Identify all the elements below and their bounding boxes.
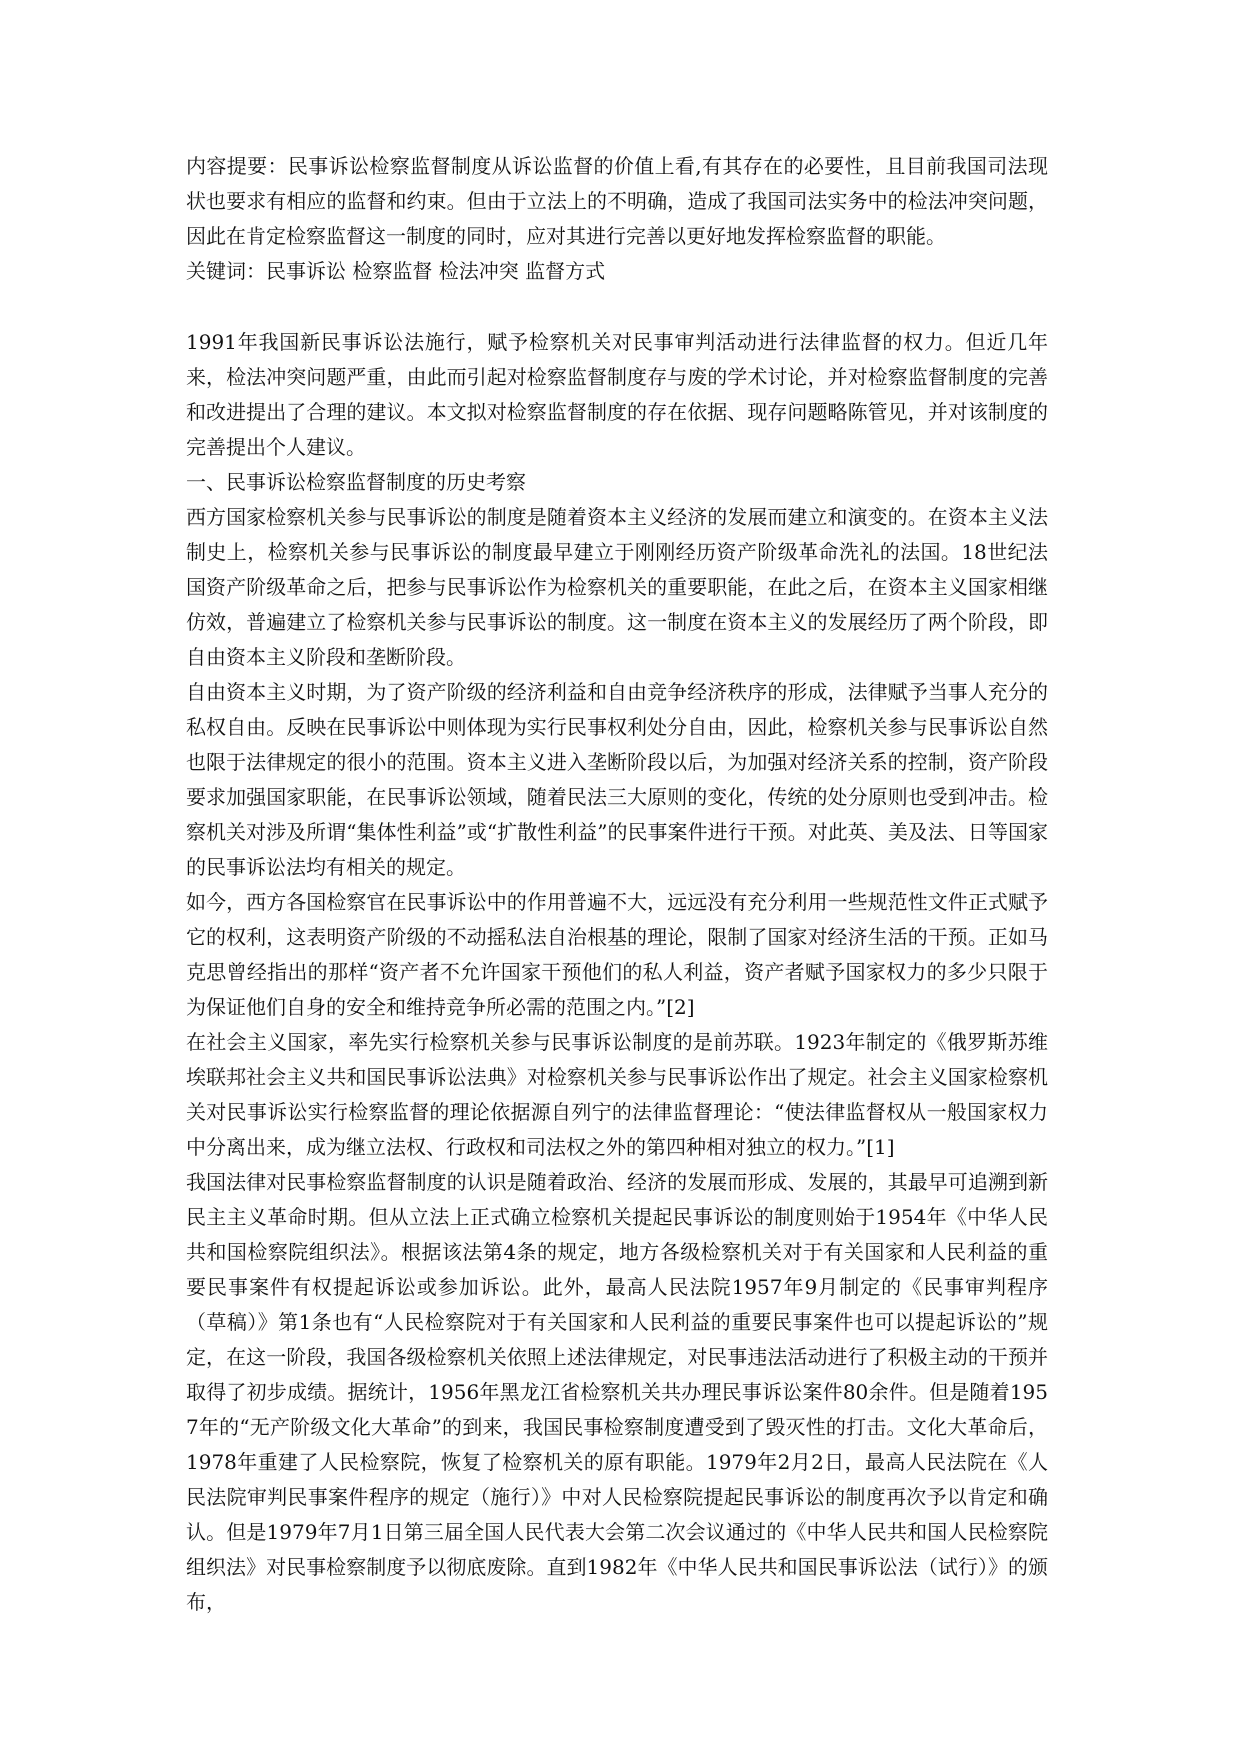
body-paragraph: 西方国家检察机关参与民事诉讼的制度是随着资本主义经济的发展而建立和演变的。在资本主义法制史上，检察机关参与民事诉讼的制度最早建立于刚刚经历资产阶级革命洗礼的法国。18世纪法国资产阶级革命之后，把参与民事诉讼作为检察机关的重要职能，在此之后，在资本主义国家相继仿效，普遍建立了检察机关参与民事诉讼的制度。这一制度在资本主义的发展经历了两个阶段，即自由资本主义阶段和垄断阶段。: [186, 505, 1048, 669]
body-paragraph: 我国法律对民事检察监督制度的认识是随着政治、经济的发展而形成、发展的，其最早可追溯到新民主主义革命时期。但从立法上正式确立检察机关提起民事诉讼的制度则始于1954年《中华人民共和国检察院组织法》。根据该法第4条的规定，地方各级检察机关对于有关国家和人民利益的重要民事案件有权提起诉讼或参加诉讼。此外，最高人民法院1957年9月制定的《民事审判程序（草稿）》第1条也有“人民检察院对于有关国家和人民利益的重要民事案件也可以提起诉讼的”规定，在这一阶段，我国各级检察机关依照上述法律规定，对民事违法活动进行了积极主动的干预并取得了初步成绩。据统计，1956年黑龙江省检察机关共办理民事诉讼案件80余件。但是随着1957年的“无产阶级文化大革命”的到来，我国民事检察制度遭受到了毁灭性的打击。文化大革命后，1978年重建了人民检察院，恢复了检察机关的原有职能。1979年2月2日，最高人民法院在《人民法院审判民事案件程序的规定（施行）》中对人民检察院提起民事诉讼的制度再次予以肯定和确认。但是1979年7月1日第三届全国人民代表大会第二次会议通过的《中华人民共和国人民检察院组织法》对民事检察制度予以彻底废除。直到1982年《中华人民共和国民事诉讼法（试行）》的颁布，: [186, 1170, 1048, 1614]
intro-paragraph: 1991年我国新民事诉讼法施行，赋予检察机关对民事审判活动进行法律监督的权力。但近几年来，检法冲突问题严重，由此而引起对检察监督制度存与废的学术讨论，并对检察监督制度的完善和改进提出了合理的建议。本文拟对检察监督制度的存在依据、现存问题略陈管见，并对该制度的完善提出个人建议。: [186, 330, 1048, 459]
section-heading: 一、民事诉讼检察监督制度的历史考察: [186, 470, 526, 494]
body-paragraph: 自由资本主义时期，为了资产阶级的经济利益和自由竞争经济秩序的形成，法律赋予当事人充分的私权自由。反映在民事诉讼中则体现为实行民事权利处分自由，因此，检察机关参与民事诉讼自然也限于法律规定的很小的范围。资本主义进入垄断阶段以后，为加强对经济关系的控制，资产阶段要求加强国家职能，在民事诉讼领域，随着民法三大原则的变化，传统的处分原则也受到冲击。检察机关对涉及所谓“集体性利益”或“扩散性利益”的民事案件进行干预。对此英、美及法、日等国家的民事诉讼法均有相关的规定。: [186, 680, 1048, 879]
body-paragraph: 如今，西方各国检察官在民事诉讼中的作用普遍不大，远远没有充分利用一些规范性文件正式赋予它的权利，这表明资产阶级的不动摇私法自治根基的理论，限制了国家对经济生活的干预。正如马克思曾经指出的那样“资产者不允许国家干预他们的私人利益，资产者赋予国家权力的多少只限于为保证他们自身的安全和维持竞争所必需的范围之内。”[2]: [186, 890, 1048, 1019]
abstract-paragraph: 内容提要：民事诉讼检察监督制度从诉讼监督的价值上看,有其存在的必要性，且目前我国司法现状也要求有相应的监督和约束。但由于立法上的不明确，造成了我国司法实务中的检法冲突问题，因此在肯定检察监督这一制度的同时，应对其进行完善以更好地发挥检察监督的职能。: [186, 154, 1048, 248]
keywords-line: 关键词：民事诉讼 检察监督 检法冲突 监督方式: [186, 259, 606, 283]
body-paragraph: 在社会主义国家，率先实行检察机关参与民事诉讼制度的是前苏联。1923年制定的《俄罗斯苏维埃联邦社会主义共和国民事诉讼法典》对检察机关参与民事诉讼作出了规定。社会主义国家检察机关对民事诉讼实行检察监督的理论依据源自列宁的法律监督理论：“使法律监督权从一般国家权力中分离出来，成为继立法权、行政权和司法权之外的第四种相对独立的权力。”[1]: [186, 1030, 1048, 1159]
paragraph-gap: [186, 289, 1048, 325]
document-body: [186, 149, 1048, 1620]
